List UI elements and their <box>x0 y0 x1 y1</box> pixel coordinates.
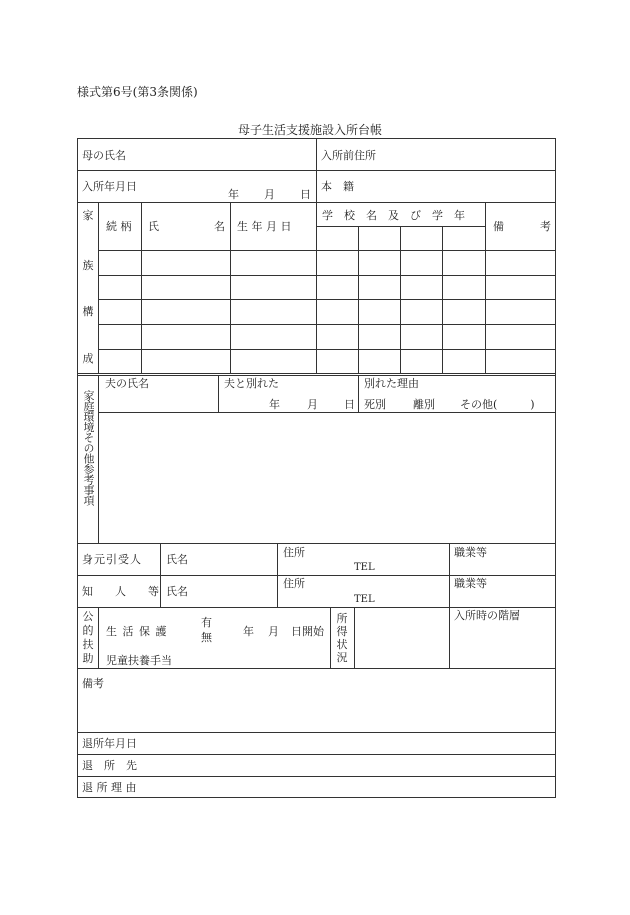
reason-other: その他( ) <box>460 398 535 411</box>
income-char-4: 況 <box>336 651 348 664</box>
form-number: 様式第6号(第3条関係) <box>77 85 198 99</box>
guarantor-tel-label: TEL <box>354 562 375 573</box>
col-relation: 続 柄 <box>106 220 132 233</box>
aid-month: 月 <box>268 625 279 638</box>
previous-address-label: 入所前住所 <box>321 149 376 162</box>
separation-reason-label: 別れた理由 <box>364 377 419 390</box>
family-side-char-4: 成 <box>82 352 94 365</box>
col-school: 学 校 名 及 び 学 年 <box>322 209 465 222</box>
environment-side-label: 家庭環境その他参考事項 <box>82 390 95 506</box>
reason-divorce: 離別 <box>413 398 435 411</box>
acquaintance-tel-label: TEL <box>354 594 375 605</box>
col-remarks-1: 備 <box>493 220 504 233</box>
child-allowance-label: 児童扶養手当 <box>106 654 172 667</box>
separated-year: 年 <box>269 398 280 411</box>
income-char-3: 状 <box>336 638 348 651</box>
col-birth: 生 年 月 日 <box>237 220 292 233</box>
col-name-1: 氏 <box>148 220 159 233</box>
reason-death: 死別 <box>364 398 386 411</box>
aid-start: 日開始 <box>291 625 324 638</box>
class-at-admission-label: 入所時の階層 <box>454 609 520 622</box>
admission-day: 日 <box>300 188 311 201</box>
livelihood-protection-label: 生 活 保 護 <box>106 625 168 638</box>
admission-date-label: 入所年月日 <box>82 180 137 193</box>
aid-no: 無 <box>201 631 212 644</box>
income-char-1: 所 <box>336 612 348 625</box>
exit-destination-label: 退 所 先 <box>82 759 137 772</box>
family-side-char-3: 構 <box>82 305 94 318</box>
income-char-2: 得 <box>336 625 348 638</box>
admission-month: 月 <box>264 188 275 201</box>
aid-year: 年 <box>243 625 254 638</box>
col-remarks-2: 考 <box>540 220 551 233</box>
guarantor-label: 身元引受人 <box>82 553 142 566</box>
family-side-char-1: 家 <box>82 209 94 222</box>
separated-month: 月 <box>307 398 318 411</box>
registered-domicile-label: 本 籍 <box>321 180 354 193</box>
mother-name-label: 母の氏名 <box>82 149 126 162</box>
exit-date-label: 退所年月日 <box>82 737 137 750</box>
guarantor-occupation-label: 職業等 <box>454 546 487 559</box>
form-title: 母子生活支援施設入所台帳 <box>238 123 383 137</box>
guarantor-name-label: 氏名 <box>166 553 188 566</box>
remarks-label: 備考 <box>82 677 104 690</box>
public-aid-char-4: 助 <box>82 652 94 665</box>
col-name-2: 名 <box>214 220 225 233</box>
public-aid-char-2: 的 <box>82 624 94 637</box>
separated-date-label: 夫と別れた <box>224 377 279 390</box>
public-aid-char-3: 扶 <box>82 638 94 651</box>
public-aid-char-1: 公 <box>82 610 94 623</box>
acquaintance-address-label: 住所 <box>283 577 305 590</box>
guarantor-address-label: 住所 <box>283 546 305 559</box>
exit-reason-label: 退 所 理 由 <box>82 781 137 794</box>
family-side-char-2: 族 <box>82 259 94 272</box>
separated-day: 日 <box>344 398 355 411</box>
aid-yes: 有 <box>201 616 212 629</box>
husband-name-label: 夫の氏名 <box>105 377 149 390</box>
acquaintance-name-label: 氏名 <box>166 585 188 598</box>
acquaintance-label: 知 人 等 <box>82 585 159 598</box>
acquaintance-occupation-label: 職業等 <box>454 577 487 590</box>
admission-year: 年 <box>228 188 239 201</box>
